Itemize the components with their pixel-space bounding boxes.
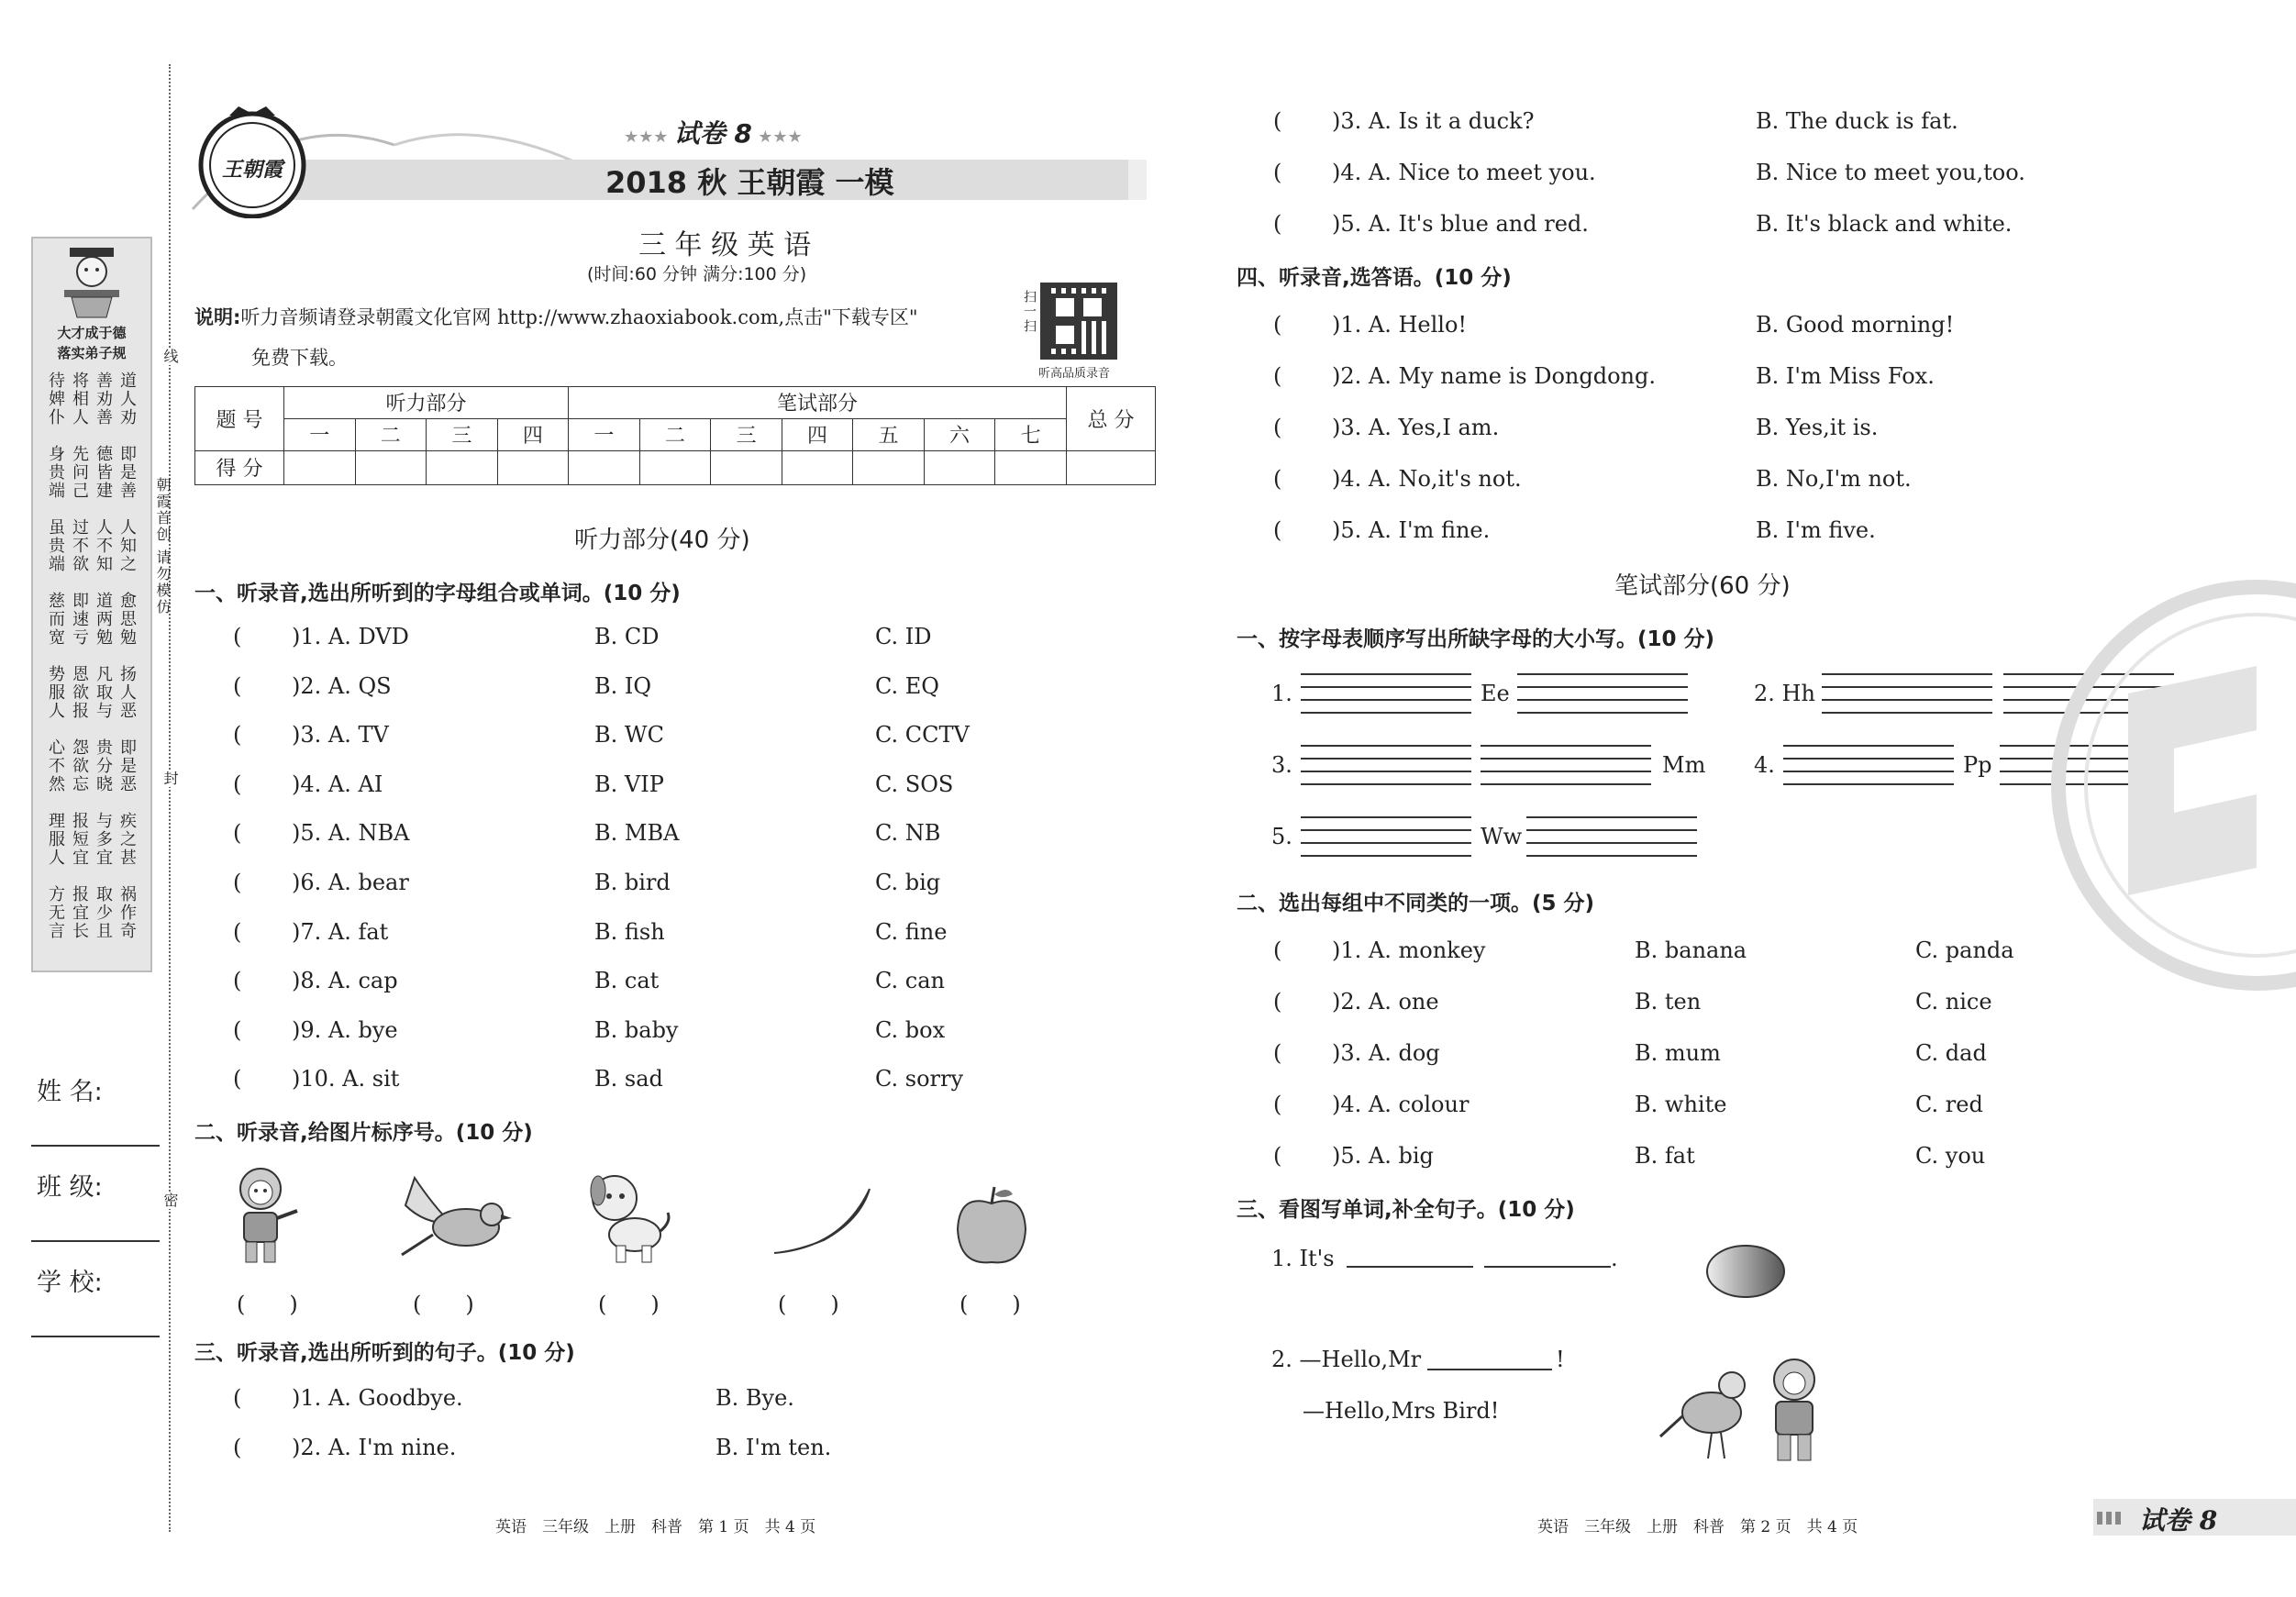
score-cell[interactable]	[284, 450, 356, 484]
option-a: )2. A. one	[1332, 989, 1439, 1015]
answer-paren: (	[1273, 937, 1282, 963]
option-a: )3. A. TV	[292, 722, 389, 749]
answer-blank[interactable]	[1288, 312, 1330, 339]
footer-left: 英语 三年级 上册 科普 第 1 页 共 4 页	[495, 1518, 816, 1536]
option-a: )6. A. bear	[292, 870, 409, 895]
w3-sentence-1: 1. It's	[1271, 1246, 1335, 1271]
motto-column: 祸作奇	[120, 885, 137, 941]
answer-blank[interactable]	[1288, 466, 1330, 494]
exam-title: 2018 秋 王朝霞 一模	[605, 165, 894, 200]
writing-3-title: 三、看图写单词,补全句子。(10 分)	[1237, 1198, 1575, 1222]
option-c: C. panda	[1915, 937, 2014, 963]
option-a: )3. A. dog	[1332, 1040, 1440, 1066]
cut-mark-3: 密	[161, 1192, 179, 1209]
section-1-title: 一、听录音,选出所听到的字母组合或单词。(10 分)	[194, 582, 681, 605]
answer-paren: (	[233, 820, 242, 847]
writing-part-title: 笔试部分(60 分)	[1614, 572, 1791, 600]
answer-paren: (	[233, 722, 242, 749]
option-b: B. VIP	[594, 771, 664, 797]
w3-blank-1a[interactable]	[1347, 1266, 1473, 1268]
score-col: 七	[995, 418, 1067, 450]
motto-column: 道两勉	[96, 592, 113, 648]
option-b: B. Yes,it is.	[1756, 415, 1879, 440]
option-a: )1. A. Goodbye.	[292, 1385, 463, 1411]
instructions-label: 说明:	[194, 306, 241, 328]
answer-paren: (	[1273, 108, 1282, 134]
score-cell[interactable]	[427, 450, 498, 484]
score-table-total: 总 分	[1067, 387, 1156, 451]
logo-text: 王朝霞	[221, 158, 283, 182]
option-b: B. I'm Miss Fox.	[1756, 363, 1935, 389]
section-3-title: 三、听录音,选出所听到的句子。(10 分)	[194, 1341, 575, 1365]
answer-blank[interactable]	[248, 1066, 290, 1093]
answer-blank[interactable]	[1288, 1092, 1330, 1119]
answer-blank[interactable]	[248, 1017, 290, 1045]
option-c: C. nice	[1915, 989, 1992, 1015]
answer-paren: (	[233, 968, 242, 994]
option-a: )2. A. QS	[292, 672, 392, 699]
answer-paren: (	[233, 672, 242, 699]
w1-item-4-letter: Pp	[1963, 752, 1992, 778]
picture-answer-bracket[interactable]: ( )	[778, 1292, 839, 1317]
letter-blank[interactable]	[1783, 771, 1954, 772]
option-b: B. bird	[594, 870, 671, 895]
answer-blank[interactable]	[248, 820, 290, 848]
score-col: 二	[355, 418, 427, 450]
motto-column: 凡取与	[96, 665, 113, 721]
apple-picture	[950, 1183, 1033, 1268]
score-col: 三	[711, 418, 782, 450]
w1-item-3-letter: Mm	[1662, 752, 1706, 778]
answer-blank[interactable]	[248, 722, 290, 749]
name-label: 姓 名:	[37, 1078, 103, 1106]
option-b: B. IQ	[594, 672, 652, 699]
option-a: )1. A. DVD	[292, 624, 409, 649]
corner-badge	[2093, 1499, 2296, 1536]
option-b: B. fish	[594, 918, 665, 945]
option-b: B. I'm ten.	[715, 1435, 832, 1460]
option-b: B. fat	[1635, 1143, 1695, 1169]
answer-blank[interactable]	[248, 870, 290, 897]
score-cell[interactable]	[1067, 450, 1156, 484]
w1-item-3-no: 3.	[1271, 752, 1292, 778]
option-c: C. EQ	[875, 672, 939, 699]
answer-paren: (	[233, 1385, 242, 1411]
answer-blank[interactable]	[248, 968, 290, 995]
w3-sentence-2-end: !	[1556, 1347, 1565, 1372]
option-a: )1. A. Hello!	[1332, 312, 1468, 338]
letter-blank[interactable]	[1301, 842, 1471, 844]
motto-panel	[31, 237, 152, 972]
answer-paren: (	[1273, 517, 1282, 543]
option-c: C. fine	[875, 918, 948, 945]
option-a: )8. A. cap	[292, 968, 398, 994]
letter-blank[interactable]	[1481, 771, 1651, 772]
section-2-title: 二、听录音,给图片标序号。(10 分)	[194, 1121, 533, 1145]
letter-blank[interactable]	[1783, 745, 1954, 747]
paper-number: 试卷 8	[673, 118, 752, 149]
qr-side-label: 扫一扫	[1022, 290, 1037, 334]
option-a: )5. A. NBA	[292, 820, 410, 847]
option-a: )4. A. No,it's not.	[1332, 466, 1522, 492]
letter-blank[interactable]	[1517, 673, 1688, 675]
motto-column: 恩欲报	[72, 665, 89, 721]
option-a: )4. A. Nice to meet you.	[1332, 160, 1596, 185]
answer-paren: (	[233, 918, 242, 945]
answer-blank[interactable]	[1288, 1040, 1330, 1068]
motto-column: 报宜长	[72, 885, 89, 941]
answer-paren: (	[233, 1016, 242, 1043]
answer-blank[interactable]	[1288, 415, 1330, 442]
answer-paren: (	[1273, 415, 1282, 440]
option-c: C. dad	[1915, 1040, 1987, 1066]
answer-paren: (	[1273, 211, 1282, 237]
motto-text-block	[39, 372, 145, 959]
motto-column: 慈而宽	[49, 592, 65, 648]
option-a: )10. A. sit	[292, 1066, 400, 1092]
w1-item-2-no: 2. Hh	[1754, 681, 1815, 706]
motto-column: 扬人恶	[120, 665, 137, 721]
w1-item-1-no: 1.	[1271, 681, 1292, 706]
answer-paren: (	[233, 771, 242, 797]
answer-blank[interactable]	[1288, 517, 1330, 545]
answer-blank[interactable]	[1288, 108, 1330, 136]
option-b: B. No,I'm not.	[1756, 466, 1912, 492]
time-score: (时间:60 分钟 满分:100 分)	[587, 264, 807, 284]
score-col: 二	[639, 418, 711, 450]
score-cell[interactable]	[995, 450, 1067, 484]
motto-top-2: 落实弟子规	[57, 345, 127, 361]
option-a: )2. A. I'm nine.	[292, 1435, 457, 1460]
score-table-writing: 笔试部分	[569, 387, 1067, 419]
option-c: C. sorry	[875, 1066, 964, 1092]
letter-blank[interactable]	[1301, 699, 1471, 701]
score-cell[interactable]	[355, 450, 427, 484]
score-table-listening: 听力部分	[284, 387, 569, 419]
answer-blank[interactable]	[1288, 989, 1330, 1016]
qr-caption: 听高品质录音	[1038, 367, 1111, 381]
w3-sentence-1-end: .	[1611, 1246, 1618, 1271]
w3-sentence-2b: —Hello,Mrs Bird!	[1303, 1398, 1500, 1424]
cut-mark-1: 线	[161, 349, 179, 365]
writing-1-title: 一、按字母表顺序写出所缺字母的大小写。(10 分)	[1237, 627, 1715, 651]
option-a: )3. A. Is it a duck?	[1332, 108, 1535, 134]
answer-paren: (	[1273, 312, 1282, 338]
score-cell[interactable]	[853, 450, 925, 484]
picture-answer-bracket[interactable]: ( )	[237, 1292, 298, 1317]
vertical-note: 朝霞首创 请勿模仿	[154, 477, 172, 616]
bird-monkey-picture	[1657, 1348, 1836, 1466]
cut-line	[169, 64, 171, 1532]
score-col: 一	[569, 418, 640, 450]
w3-sentence-2: 2. —Hello,Mr	[1271, 1347, 1422, 1372]
answer-blank[interactable]	[1288, 937, 1330, 965]
option-b: B. mum	[1635, 1040, 1721, 1066]
picture-answer-bracket[interactable]: ( )	[413, 1292, 474, 1317]
answer-blank[interactable]	[248, 1385, 290, 1413]
answer-paren: (	[1273, 1143, 1282, 1169]
score-col: 五	[853, 418, 925, 450]
option-a: )1. A. monkey	[1332, 937, 1486, 963]
option-b: B. The duck is fat.	[1756, 108, 1958, 134]
score-cell[interactable]	[782, 450, 853, 484]
option-a: )4. A. colour	[1332, 1092, 1470, 1117]
option-b: B. banana	[1635, 937, 1747, 963]
instructions-text-2: 免费下载。	[251, 347, 348, 369]
score-table-row-label: 题 号	[195, 387, 284, 451]
answer-blank[interactable]	[248, 919, 290, 947]
motto-column: 待婢仆	[49, 372, 65, 427]
answer-blank[interactable]	[248, 771, 290, 799]
answer-paren: (	[233, 870, 242, 895]
motto-column: 人不知	[96, 518, 113, 574]
class-label: 班 级:	[37, 1173, 103, 1202]
option-c: C. ID	[875, 624, 932, 649]
score-col: 六	[924, 418, 995, 450]
option-b: B. ten	[1635, 989, 1702, 1015]
motto-column: 过不欲	[72, 518, 89, 574]
option-b: B. baby	[594, 1016, 679, 1043]
letter-blank[interactable]	[1517, 699, 1688, 701]
motto-column: 虽贵端	[49, 518, 65, 574]
option-c: C. SOS	[875, 771, 954, 797]
w3-blank-2[interactable]	[1427, 1369, 1552, 1370]
option-a: )9. A. bye	[292, 1016, 398, 1043]
answer-paren: (	[1273, 1040, 1282, 1066]
option-c: C. big	[875, 870, 941, 895]
answer-blank[interactable]	[248, 624, 290, 651]
score-cell[interactable]	[497, 450, 569, 484]
answer-paren: (	[1273, 160, 1282, 185]
answer-blank[interactable]	[1288, 160, 1330, 187]
letter-blank[interactable]	[1301, 673, 1471, 675]
motto-column: 先问己	[72, 445, 89, 501]
letter-blank[interactable]	[1301, 745, 1471, 747]
picture-answer-bracket[interactable]: ( )	[598, 1292, 660, 1317]
picture-answer-bracket[interactable]: ( )	[959, 1292, 1021, 1317]
class-field[interactable]	[31, 1240, 160, 1242]
seal-watermark	[2027, 574, 2296, 996]
score-col: 四	[782, 418, 853, 450]
bird-picture	[396, 1169, 517, 1266]
motto-column: 疾之甚	[120, 812, 137, 868]
option-b: B. WC	[594, 722, 664, 749]
section-4-title: 四、听录音,选答语。(10 分)	[1237, 266, 1512, 290]
score-col: 一	[284, 418, 356, 450]
option-a: )3. A. Yes,I am.	[1332, 415, 1500, 440]
footer-right: 英语 三年级 上册 科普 第 2 页 共 4 页	[1537, 1518, 1858, 1536]
option-b: B. cat	[594, 968, 660, 994]
motto-column: 即速亏	[72, 592, 89, 648]
option-a: )5. A. big	[1332, 1143, 1434, 1169]
answer-blank[interactable]	[248, 1435, 290, 1462]
answer-blank[interactable]	[248, 673, 290, 701]
school-field[interactable]	[31, 1336, 160, 1337]
paper-number-badge: ★★★ 试卷 8 ★★★	[624, 118, 803, 149]
w1-item-5-letter: Ww	[1481, 824, 1523, 849]
answer-blank[interactable]	[1288, 211, 1330, 238]
w1-item-5-no: 5.	[1271, 824, 1292, 849]
name-field[interactable]	[31, 1145, 160, 1147]
option-a: )5. A. It's blue and red.	[1332, 211, 1589, 237]
option-b: B. white	[1635, 1092, 1727, 1117]
score-cell[interactable]	[639, 450, 711, 484]
listening-part-title: 听力部分(40 分)	[574, 527, 750, 554]
writing-2-title: 二、选出每组中不同类的一项。(5 分)	[1237, 892, 1595, 915]
motto-column: 善劝善	[96, 372, 113, 427]
score-cell[interactable]	[569, 450, 640, 484]
motto-column: 势服人	[49, 665, 65, 721]
answer-paren: (	[1273, 1092, 1282, 1117]
instructions-text: 听力音频请登录朝霞文化官网 http://www.zhaoxiabook.com,点击"下载专区"	[240, 306, 918, 328]
motto-column: 理服人	[49, 812, 65, 868]
motto-column: 即是恶	[120, 738, 137, 794]
option-a: )4. A. AI	[292, 771, 383, 797]
option-c: C. red	[1915, 1092, 1983, 1117]
motto-column: 取少且	[96, 885, 113, 941]
option-a: )2. A. My name is Dongdong.	[1332, 363, 1656, 389]
option-c: C. you	[1915, 1143, 1986, 1169]
motto-column: 方无言	[49, 885, 65, 941]
motto-column: 德皆建	[96, 445, 113, 501]
option-a: )7. A. fat	[292, 918, 389, 945]
answer-paren: (	[233, 1066, 242, 1092]
answer-paren: (	[1273, 363, 1282, 389]
motto-column: 怨欲忘	[72, 738, 89, 794]
subject-title: 三 年 级 英 语	[638, 229, 812, 261]
answer-blank[interactable]	[1288, 363, 1330, 391]
score-cell[interactable]	[924, 450, 995, 484]
score-table	[194, 386, 1156, 485]
letter-blank[interactable]	[1301, 771, 1471, 772]
w3-blank-1b[interactable]	[1484, 1266, 1611, 1268]
cut-mark-2: 封	[161, 771, 179, 787]
answer-paren: (	[1273, 989, 1282, 1015]
option-c: C. box	[875, 1016, 946, 1043]
motto-column: 人知之	[120, 518, 137, 574]
answer-paren: (	[233, 1435, 242, 1460]
motto-column: 愈思勉	[120, 592, 137, 648]
score-col: 四	[497, 418, 569, 450]
scholar-cartoon	[61, 246, 123, 319]
letter-blank[interactable]	[1822, 699, 1992, 701]
motto-column: 道人劝	[120, 372, 137, 427]
letter-blank[interactable]	[1481, 745, 1651, 747]
option-b: B. Good morning!	[1756, 312, 1955, 338]
motto-top-1: 大才成于德	[57, 325, 127, 341]
w1-item-1-letter: Ee	[1481, 681, 1510, 706]
egg-picture	[1704, 1242, 1787, 1301]
corner-dots-icon	[2097, 1512, 2124, 1525]
school-label: 学 校:	[37, 1269, 103, 1297]
answer-blank[interactable]	[1288, 1143, 1330, 1170]
option-b: B. CD	[594, 624, 660, 649]
letter-blank[interactable]	[1301, 816, 1471, 818]
letter-blank[interactable]	[1526, 816, 1697, 818]
motto-column: 贵分晓	[96, 738, 113, 794]
motto-column: 心不然	[49, 738, 65, 794]
motto-column: 身贵端	[49, 445, 65, 501]
binding-sidebar	[0, 0, 179, 1597]
w1-item-4-no: 4.	[1754, 752, 1775, 778]
monkey-picture	[224, 1161, 312, 1268]
score-table-score-label: 得 分	[195, 450, 284, 484]
banana-picture	[769, 1183, 877, 1257]
corner-paper-number: 试卷 8	[2139, 1505, 2218, 1536]
option-b: B. Nice to meet you,too.	[1756, 160, 2025, 185]
answer-paren: (	[1273, 466, 1282, 492]
score-cell[interactable]	[711, 450, 782, 484]
answer-paren: (	[233, 624, 242, 649]
option-c: C. CCTV	[875, 722, 970, 749]
motto-column: 与多宜	[96, 812, 113, 868]
qr-code-icon[interactable]	[1040, 283, 1117, 360]
option-b: B. I'm five.	[1756, 517, 1876, 543]
letter-blank[interactable]	[1526, 842, 1697, 844]
dog-picture	[583, 1167, 675, 1266]
option-a: )5. A. I'm fine.	[1332, 517, 1491, 543]
score-col: 三	[427, 418, 498, 450]
motto-column: 将相人	[72, 372, 89, 427]
letter-blank[interactable]	[1822, 673, 1992, 675]
option-b: B. MBA	[594, 820, 680, 847]
motto-column: 即是善	[120, 445, 137, 501]
motto-column: 报短宜	[72, 812, 89, 868]
option-b: B. Bye.	[715, 1385, 794, 1411]
brand-logo	[193, 103, 312, 218]
option-c: C. NB	[875, 820, 941, 847]
option-b: B. sad	[594, 1066, 663, 1092]
option-b: B. It's black and white.	[1756, 211, 2013, 237]
option-c: C. can	[875, 968, 945, 994]
instructions	[194, 303, 918, 330]
